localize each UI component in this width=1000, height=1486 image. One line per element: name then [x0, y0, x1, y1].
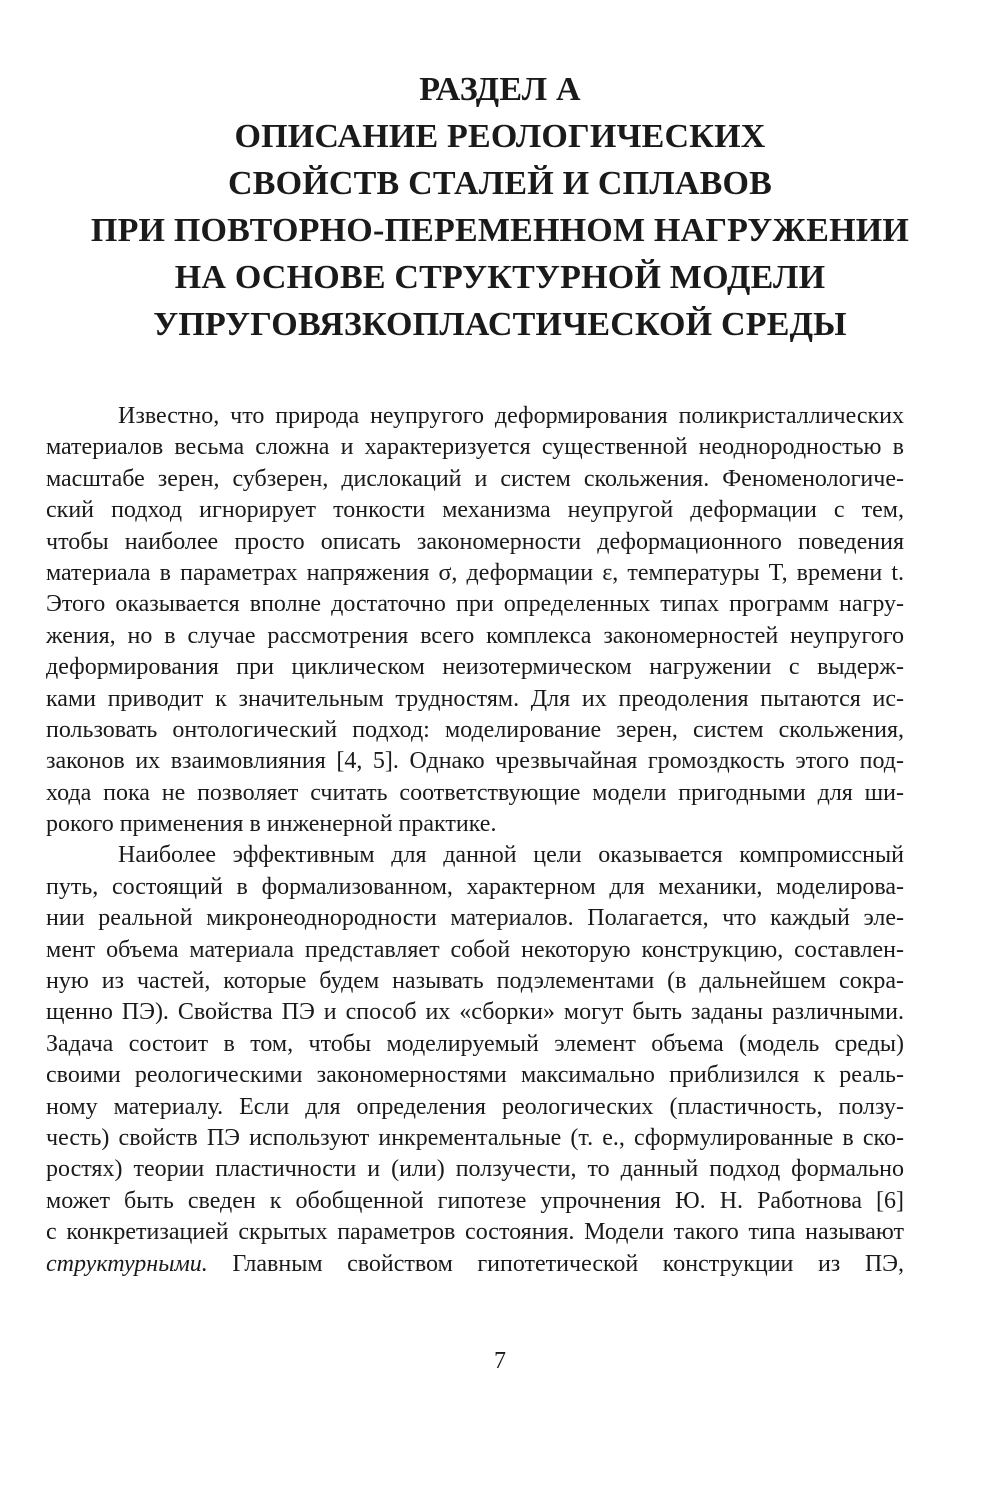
heading-line: НА ОСНОВЕ СТРУКТУРНОЙ МОДЕЛИ	[174, 259, 826, 296]
page-number: 7	[494, 1348, 506, 1374]
paragraph-1-line: чтобы наиболее просто описать закономерности деформационного поведения	[46, 528, 904, 555]
paragraph-2-line: может быть сведен к обобщенной гипотезе упрочнения Ю. Н. Работнова [6]	[46, 1187, 904, 1214]
paragraph-2-line-final	[46, 1249, 904, 1280]
heading-line: ОПИСАНИЕ РЕОЛОГИЧЕСКИХ	[234, 118, 766, 155]
paragraph-1-line: ками приводит к значительным трудностям. Для их преодоления пытаются ис-	[46, 685, 904, 712]
body-text	[46, 401, 904, 1280]
paragraph-1-line: Этого оказывается вполне достаточно при определенных типах программ нагру-	[46, 591, 904, 618]
heading-line: УПРУГОВЯЗКОПЛАСТИЧЕСКОЙ СРЕДЫ	[153, 306, 847, 343]
paragraph-2-line: Наиболее эффективным для данной цели оказывается компромиссный	[118, 842, 904, 869]
heading-line: ПРИ ПОВТОРНО-ПЕРЕМЕННОМ НАГРУЖЕНИИ	[90, 212, 910, 249]
heading-line: СВОЙСТВ СТАЛЕЙ И СПЛАВОВ	[227, 165, 773, 202]
paragraph-1-line: материала в параметрах напряжения σ, деформации ε, температуры T, времени t.	[46, 559, 904, 586]
section-heading	[60, 66, 940, 348]
paragraph-2-line: путь, состоящий в формализованном, характерном для механики, моделирова-	[46, 873, 904, 900]
paragraph-1-line: ский подход игнорирует тонкости механизма неупругой деформации с тем,	[46, 497, 904, 524]
paragraph-1-line: рокого применения в инженерной практике.	[46, 811, 497, 838]
paragraph-1-line: Известно, что природа неупругого деформирования поликристаллических	[118, 403, 904, 429]
paragraph-2-line: щенно ПЭ). Свойства ПЭ и способ их «сборки» могут быть заданы различными.	[46, 999, 904, 1026]
heading-line: РАЗДЕЛ А	[419, 71, 581, 108]
paragraph-2-line: с конкретизацией скрытых параметров состояния. Модели такого типа называют	[46, 1219, 904, 1246]
paragraph-1-line: законов их взаимовлияния [4, 5]. Однако чрезвычайная громоздкость этого под-	[46, 748, 904, 775]
paragraph-1-line: масштабе зерен, субзерен, дислокаций и систем скольжения. Феноменологиче-	[46, 465, 904, 492]
paragraph-2-line: ному материалу. Если для определения реологических (пластичность, ползу-	[46, 1093, 904, 1120]
paragraph-1-line: деформирования при циклическом неизотермическом нагружении с выдерж-	[46, 654, 904, 681]
paragraph-1-line: хода пока не позволяет считать соответствующие модели пригодными для ши-	[46, 779, 904, 806]
paragraph-2-line: мент объема материала представляет собой некоторую конструкцию, составлен-	[46, 936, 904, 963]
paragraph-1-line: жения, но в случае рассмотрения всего комплекса закономерностей неупругого	[46, 622, 904, 649]
paragraph-1-line: материалов весьма сложна и характеризуется существенной неоднородностью в	[46, 434, 904, 461]
paragraph-2-line: своими реологическими закономерностями максимально приблизился к реаль-	[46, 1062, 904, 1089]
paragraph-2-line: ростях) теории пластичности и (или) ползучести, то данный подход формально	[46, 1156, 904, 1183]
italic-term: структурными.	[46, 1250, 208, 1277]
final-line-text: Главным свойством гипотетической конструкции из ПЭ,	[207, 1250, 904, 1277]
paragraph-2-line: нии реальной микронеоднородности материалов. Полагается, что каждый эле-	[46, 905, 904, 932]
paragraph-2-line: ную из частей, которые будем называть подэлементами (в дальнейшем сокра-	[46, 968, 904, 995]
paragraph-2-line: Задача состоит в том, чтобы моделируемый элемент объема (модель среды)	[46, 1030, 904, 1057]
paragraph-1-line: пользовать онтологический подход: моделирование зерен, систем скольжения,	[46, 716, 904, 743]
paragraph-2-line: честь) свойств ПЭ используют инкрементальные (т. е., сформулированные в ско-	[46, 1124, 904, 1151]
